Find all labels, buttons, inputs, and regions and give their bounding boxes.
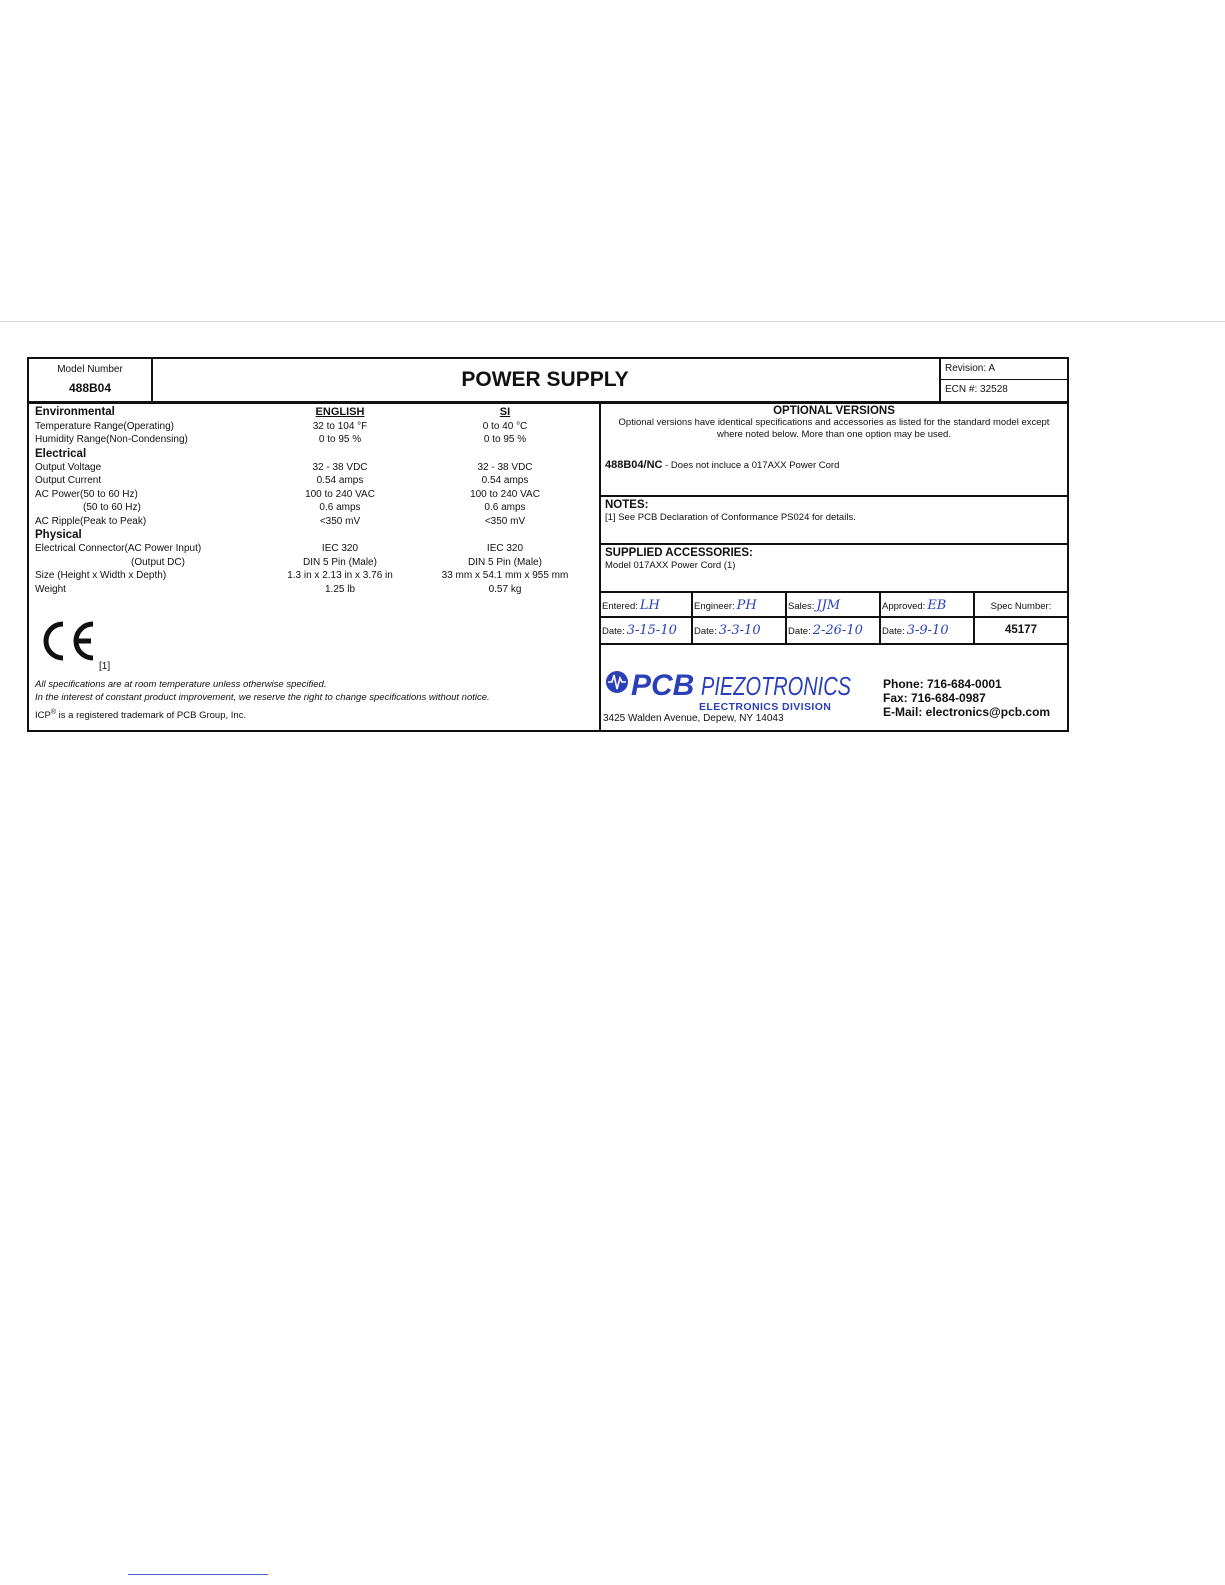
date-label-2: Date: [694,626,717,637]
entered-label: Entered: [602,601,638,612]
english-column-header: ENGLISH [315,406,365,418]
section-heading: Electrical [35,447,87,460]
spec-si-value: 0 to 40 °C [482,420,528,432]
logo-piezotronics-text: PIEZOTRONICS [701,671,852,701]
specifications-panel [29,404,601,730]
optional-version-desc: - Does not incluce a 017AXX Power Cord [662,460,840,471]
optional-version-item [605,459,839,471]
date-cell-3 [787,618,881,643]
signoff-grid [601,593,1067,645]
spec-row [35,420,595,434]
supplied-accessories-box [601,545,1067,593]
spec-english-value: DIN 5 Pin (Male) [303,556,377,568]
model-number-box [29,359,153,401]
spec-english-value: 0 to 95 % [318,434,362,445]
spec-english-value: IEC 320 [321,543,359,554]
spec-english-value: 100 to 240 VAC [305,488,375,500]
sales-cell [787,593,881,618]
ce-mark-icon [33,616,103,666]
spec-si-value: 0.6 amps [484,502,526,513]
spec-label: Temperature Range(Operating) [35,420,174,432]
optional-version-model: 488B04/NC [605,459,663,471]
logo-pcb-text: PCB [631,669,695,702]
model-number-label: Model Number [57,364,123,375]
division-name: ELECTRONICS DIVISION [699,701,832,713]
spec-si-value: 32 - 38 VDC [477,461,533,473]
spec-label: Output Current [35,475,102,486]
spec-label: Electrical Connector(AC Power Input) [35,543,202,554]
spec-row [35,569,595,583]
section-heading: Environmental [35,406,115,418]
spec-row [35,433,595,447]
spec-english-value: 0.6 amps [319,502,361,513]
date-value-4: 3-9-10 [906,623,949,638]
spec-row [35,542,595,556]
spec-row [35,474,595,488]
phone-number: Phone: 716-684-0001 [883,677,1002,691]
specification-footnotes [35,678,490,704]
spec-english-value: 0.54 amps [316,475,364,486]
spec-row [35,583,595,597]
specifications-table [35,406,595,596]
scan-edge-line [0,321,1225,322]
approved-cell [881,593,975,618]
spec-si-value: DIN 5 Pin (Male) [468,556,542,568]
date-label-4: Date: [882,626,905,637]
date-cell-1 [601,618,693,643]
contact-info [883,677,1050,719]
pcb-piezotronics-logo [603,667,859,701]
document-title: POWER SUPPLY [461,368,629,391]
trademark-text: is a registered trademark of PCB Group, Inc. [56,710,247,722]
spec-sheet [27,357,1069,732]
specs-header-row [35,406,595,420]
spec-si-value: IEC 320 [486,543,524,554]
notes-text: [1] See PCB Declaration of Conformance PS024 for details. [605,512,856,523]
spec-si-value: 0.57 kg [488,583,522,595]
ce-footnote-ref: [1] [99,661,111,672]
spec-number-value: 45177 [1005,624,1037,636]
fax-number: Fax: 716-684-0987 [883,691,986,705]
date-cell-4 [881,618,975,643]
date-value-2: 3-3-10 [718,623,761,638]
email-link[interactable]: E-Mail: electronics@pcb.com [883,705,1051,719]
engineer-cell [693,593,787,618]
optional-versions-desc: Optional versions have identical specifications and accessories as listed for the standard model except where noted below. More than one option may be used. [618,417,1050,440]
revision-box [939,359,1069,401]
date-value-1: 3-15-10 [626,623,677,638]
optional-versions-box [601,404,1067,497]
spec-english-value: 32 - 38 VDC [312,461,368,473]
approved-signature: EB [927,598,947,613]
spec-label: (Output DC) [131,556,185,568]
spec-row [35,556,595,570]
spec-si-value: 0.54 amps [481,475,529,486]
revision-text: Revision: A [941,359,1069,380]
sales-signature: JJM [816,598,841,613]
engineer-label: Engineer: [694,601,735,612]
spec-label: (50 to 60 Hz) [83,502,141,513]
spec-label: Output Voltage [35,461,102,473]
spec-row [35,461,595,475]
spec-english-value: 1.3 in x 2.13 in x 3.76 in [287,570,393,581]
spec-si-value: 100 to 240 VAC [470,488,540,500]
engineer-signature: PH [736,598,757,613]
spec-label: AC Power(50 to 60 Hz) [35,488,138,500]
optional-versions-title: OPTIONAL VERSIONS [773,405,895,417]
spec-label: AC Ripple(Peak to Peak) [35,515,147,527]
accessories-title: SUPPLIED ACCESSORIES: [605,547,753,559]
model-number-value: 488B04 [68,381,112,395]
spec-label: Size (Height x Width x Depth) [35,570,167,581]
si-column-header: SI [499,406,511,418]
registered-mark: ® [50,709,57,716]
spec-english-value: <350 mV [319,515,361,527]
spec-si-value: 0 to 95 % [483,434,527,445]
header [29,359,1067,404]
notes-title: NOTES: [605,499,649,511]
spec-row [35,488,595,502]
spec-english-value: 32 to 104 °F [312,420,368,432]
spec-label: Humidity Range(Non-Condensing) [35,434,188,445]
spec-row [35,501,595,515]
footnote-improvement: In the interest of constant product improvement, we reserve the right to change specifications without notice. [35,692,490,703]
spec-english-value: 1.25 lb [324,583,356,595]
section-heading: Physical [35,529,82,541]
trademark-note [35,709,246,721]
right-panel [601,404,1067,730]
accessories-text: Model 017AXX Power Cord (1) [605,560,736,571]
company-address: 3425 Walden Avenue, Depew, NY 14043 [603,713,784,724]
sales-label: Sales: [788,601,815,612]
entered-cell [601,593,693,618]
approved-label: Approved: [882,601,926,612]
ecn-text: ECN #: 32528 [945,384,1008,395]
company-block [601,645,1067,730]
spec-row [35,515,595,529]
scan-bottom-line [128,1574,268,1575]
spec-si-value: 33 mm x 54.1 mm x 955 mm [441,570,569,581]
spec-number-label: Spec Number: [975,593,1067,618]
trademark-name: ICP [35,710,51,722]
date-cell-2 [693,618,787,643]
entered-signature: LH [639,598,660,613]
spec-label: Weight [35,583,66,595]
footnote-room-temp: All specifications are at room temperature unless otherwise specified. [35,679,327,690]
notes-box [601,497,1067,545]
date-label-3: Date: [788,626,811,637]
date-value-3: 2-26-10 [812,623,863,638]
date-label-1: Date: [602,626,625,637]
spec-si-value: <350 mV [484,515,526,527]
